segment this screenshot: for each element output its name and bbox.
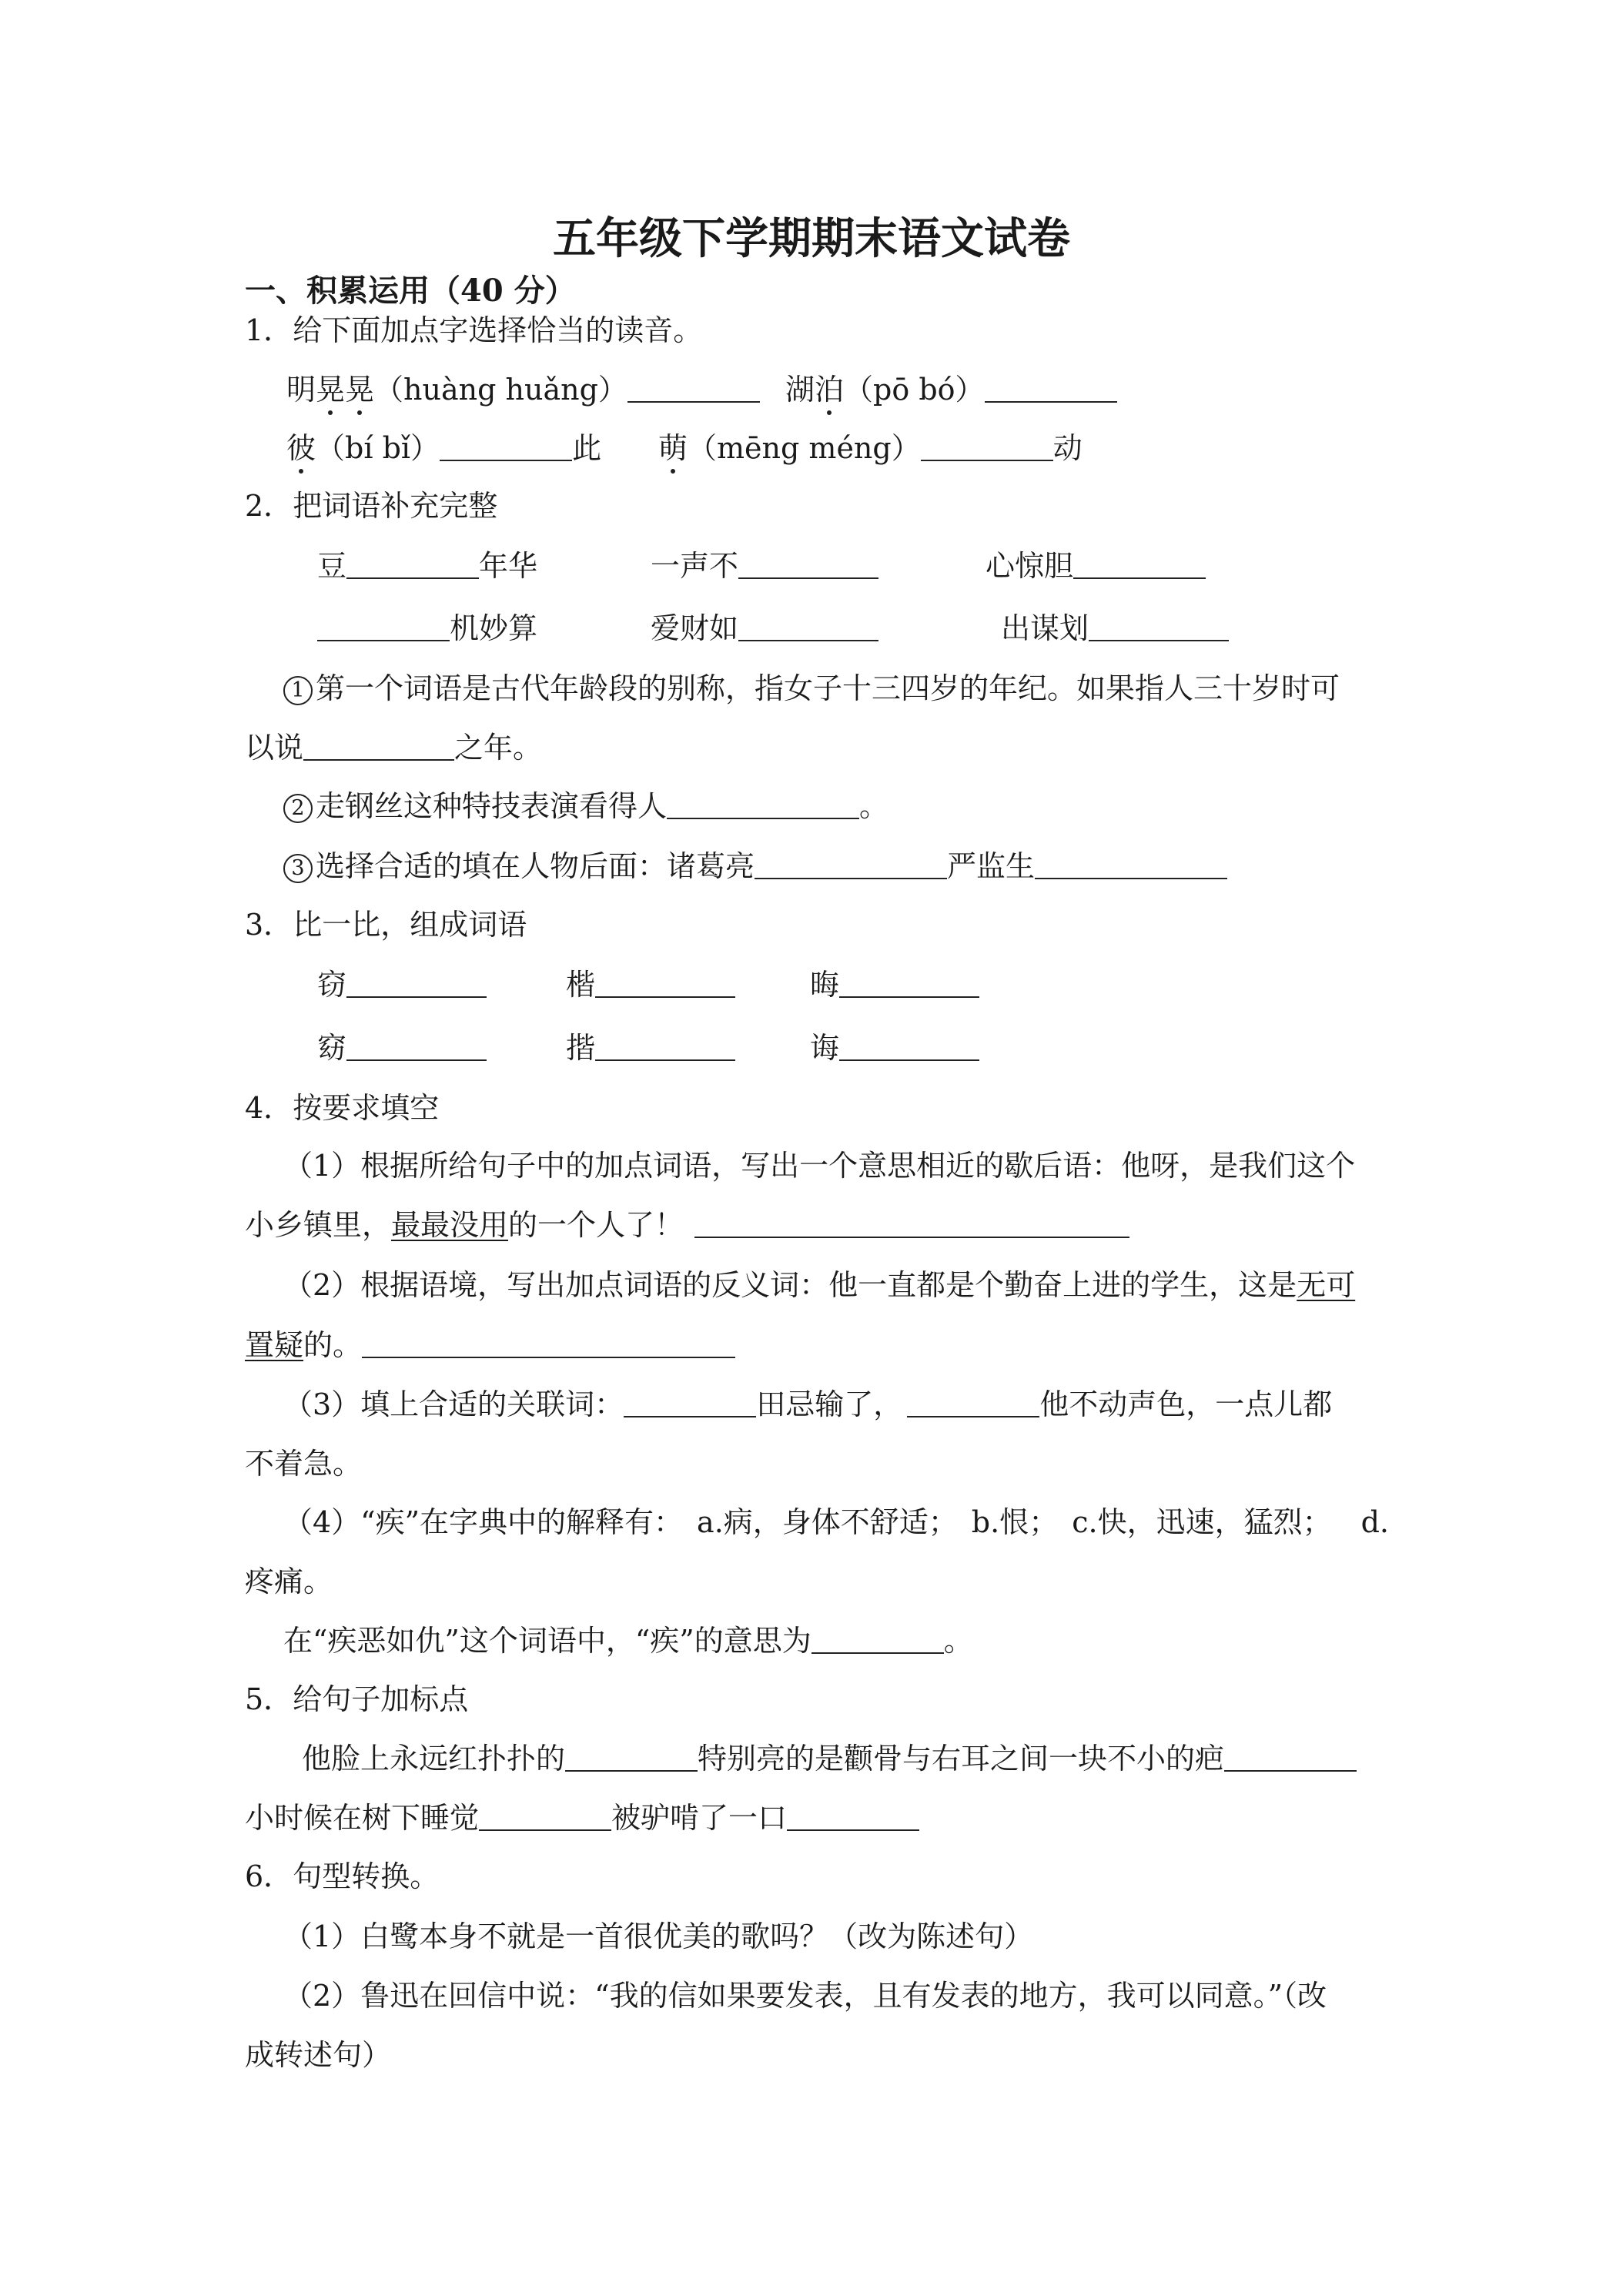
answer-blank[interactable] bbox=[839, 970, 979, 998]
q3-item: 窈 bbox=[317, 1033, 487, 1063]
answer-blank[interactable] bbox=[624, 1390, 756, 1417]
dotted-char: 晃 bbox=[316, 373, 346, 407]
answer-blank[interactable] bbox=[1035, 852, 1227, 879]
q4-part-2-cont: 置疑的。 bbox=[245, 1330, 735, 1360]
q3-item: 揩 bbox=[566, 1033, 735, 1063]
answer-blank[interactable] bbox=[738, 614, 878, 641]
answer-blank[interactable] bbox=[303, 733, 454, 761]
q1-item-b: 湖泊（pō bó） bbox=[785, 375, 1117, 404]
answer-blank[interactable] bbox=[1073, 551, 1206, 579]
dotted-char: 泊 bbox=[815, 373, 845, 407]
question-3: 3．比一比，组成词语 bbox=[245, 908, 527, 942]
q6-part-2: （2）鲁迅在回信中说：“我的信如果要发表，且有发表的地方，我可以同意。”（改 bbox=[283, 1979, 1327, 2013]
q2-word-2: 一声不 bbox=[651, 551, 878, 581]
answer-blank[interactable] bbox=[346, 551, 479, 579]
answer-blank[interactable] bbox=[738, 551, 878, 579]
dotted-char: 萌 bbox=[658, 431, 688, 465]
q2-sub-3: 3 选择合适的填在人物后面：诸葛亮 严监生 bbox=[283, 852, 1227, 883]
q3-item: 晦 bbox=[810, 970, 979, 999]
q2-word-6: 出谋划 bbox=[1001, 614, 1229, 643]
answer-blank[interactable] bbox=[595, 970, 735, 998]
question-4: 4．按要求填空 bbox=[245, 1091, 440, 1125]
answer-blank[interactable] bbox=[317, 614, 450, 641]
q6-part-1: （1）白鹭本身不就是一首很优美的歌吗？（改为陈述句） bbox=[283, 1919, 1034, 1953]
answer-blank[interactable] bbox=[787, 1803, 919, 1831]
answer-blank[interactable] bbox=[595, 1033, 735, 1061]
q4-part-1: （1）根据所给句子中的加点词语，写出一个意思相近的歇后语：他呀，是我们这个 bbox=[283, 1149, 1356, 1183]
circled-number: 2 bbox=[283, 794, 313, 823]
question-5: 5．给句子加标点 bbox=[245, 1682, 469, 1716]
underlined-word: 置疑 bbox=[245, 1328, 304, 1362]
underlined-word: 无可 bbox=[1297, 1268, 1356, 1302]
q2-word-3: 心惊胆 bbox=[986, 551, 1206, 581]
q4-part-1-cont: 小乡镇里，最最没用的一个人了！ bbox=[245, 1210, 1129, 1240]
answer-blank[interactable] bbox=[627, 375, 760, 403]
circled-number: 1 bbox=[283, 676, 313, 705]
q2-sub-1: 1 第一个词语是古代年龄段的别称，指女子十三四岁的年纪。如果指人三十岁时可 bbox=[283, 674, 1340, 705]
q1-item-c: 彼（bí bǐ） 此 bbox=[286, 431, 602, 465]
answer-blank[interactable] bbox=[694, 1210, 1129, 1238]
answer-blank[interactable] bbox=[346, 970, 487, 998]
q4-part-3-cont: 不着急。 bbox=[245, 1447, 363, 1481]
answer-blank[interactable] bbox=[362, 1330, 735, 1358]
q3-item: 窃 bbox=[317, 970, 487, 999]
answer-blank[interactable] bbox=[755, 852, 947, 879]
circled-number: 3 bbox=[283, 854, 313, 883]
q2-word-1: 豆 年华 bbox=[317, 549, 538, 583]
answer-blank[interactable] bbox=[667, 792, 859, 819]
q3-item: 诲 bbox=[810, 1033, 979, 1063]
q4-part-3: （3）填上合适的关联词： 田忌输了， 他不动声色，一点儿都 bbox=[283, 1387, 1333, 1421]
q4-part-4-question: 在“疾恶如仇”这个词语中，“疾”的意思为 。 bbox=[283, 1624, 973, 1658]
answer-blank[interactable] bbox=[812, 1626, 944, 1654]
q1-item-d: 萌（mēng méng） 动 bbox=[658, 431, 1083, 465]
q4-part-4-cont: 疼痛。 bbox=[245, 1565, 333, 1598]
q4-part-2: （2）根据语境，写出加点词语的反义词：他一直都是个勤奋上进的学生，这是无可 bbox=[283, 1268, 1356, 1302]
q2-sub-1-cont: 以说 之年。 bbox=[245, 731, 543, 765]
q5-sentence: 他脸上永远红扑扑的 特别亮的是颧骨与右耳之间一块不小的疤 bbox=[302, 1744, 1357, 1773]
q2-word-4: 机妙算 bbox=[317, 614, 537, 643]
question-6: 6．句型转换。 bbox=[245, 1859, 440, 1893]
q6-part-2-cont: 成转述句） bbox=[245, 2038, 392, 2072]
answer-blank[interactable] bbox=[440, 433, 572, 461]
q4-part-4: （4）“疾”在字典中的解释有： a.病，身体不舒适； b.恨； c.快，迅速，猛烈； d. bbox=[283, 1505, 1389, 1539]
answer-blank[interactable] bbox=[921, 433, 1053, 461]
answer-blank[interactable] bbox=[907, 1390, 1039, 1417]
dotted-char: 彼 bbox=[286, 431, 316, 465]
dotted-char: 晃 bbox=[345, 373, 375, 407]
question-1: 1．给下面加点字选择恰当的读音。 bbox=[245, 313, 703, 347]
question-2: 2．把词语补充完整 bbox=[245, 489, 498, 523]
answer-blank[interactable] bbox=[479, 1803, 611, 1831]
q3-item: 楷 bbox=[566, 970, 735, 999]
answer-blank[interactable] bbox=[346, 1033, 487, 1061]
answer-blank[interactable] bbox=[565, 1744, 698, 1772]
page-title: 五年级下学期期末语文试卷 bbox=[553, 213, 1070, 264]
q2-word-5: 爱财如 bbox=[651, 614, 878, 643]
answer-blank[interactable] bbox=[1224, 1744, 1357, 1772]
q5-sentence-cont: 小时候在树下睡觉 被驴啃了一口 bbox=[245, 1803, 919, 1832]
q2-sub-2: 2 走钢丝这种特技表演看得人 。 bbox=[283, 792, 888, 823]
q1-item-a: 明晃晃（huàng huǎng） bbox=[286, 375, 760, 404]
underlined-word: 最最没用 bbox=[391, 1208, 509, 1242]
section-heading: 一、积累运用（40 分） bbox=[245, 273, 576, 309]
answer-blank[interactable] bbox=[985, 375, 1117, 403]
answer-blank[interactable] bbox=[1089, 614, 1229, 641]
answer-blank[interactable] bbox=[839, 1033, 979, 1061]
